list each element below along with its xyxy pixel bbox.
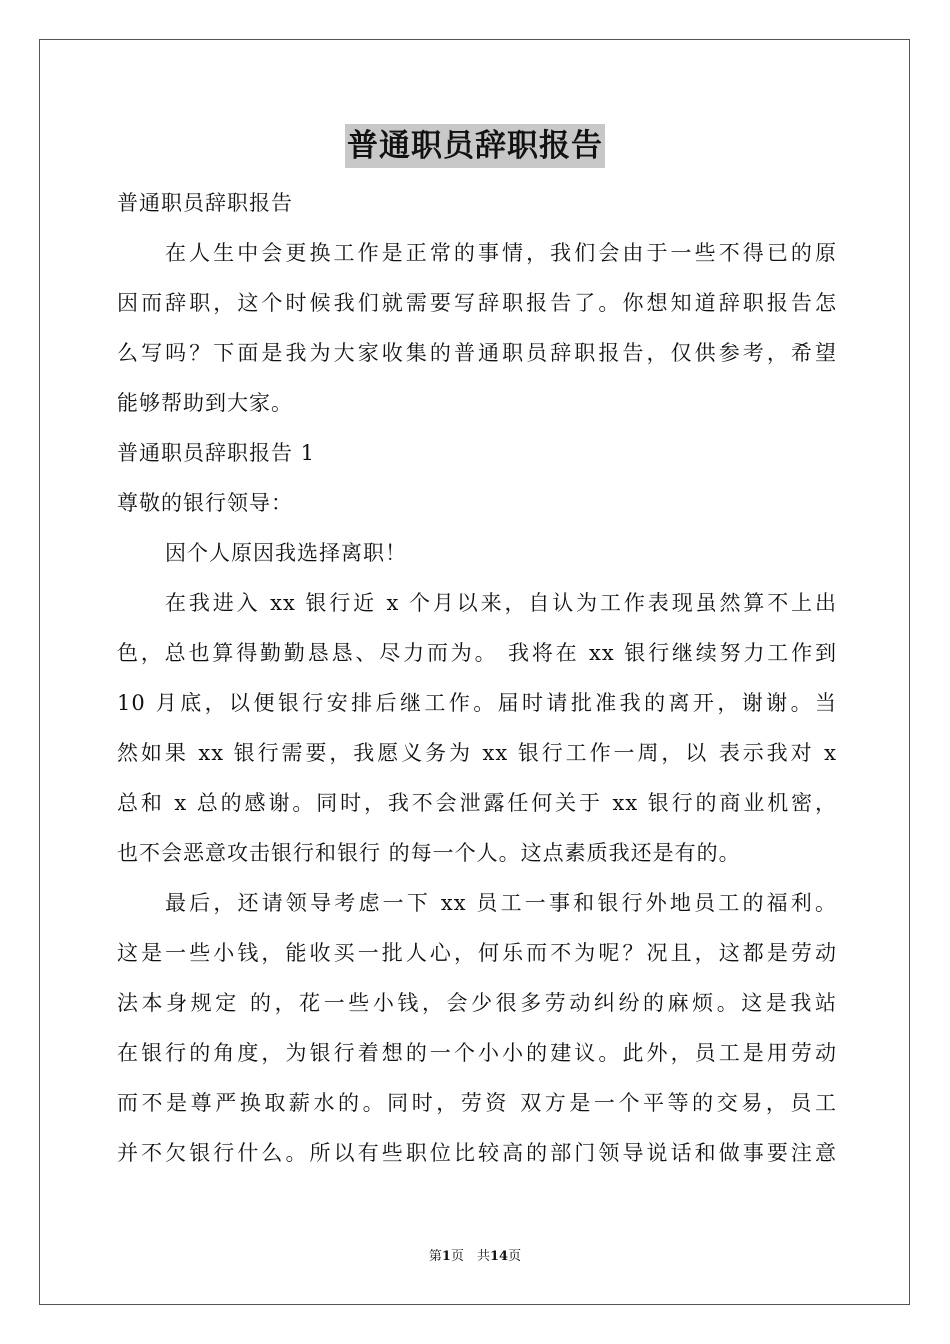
body-line: 然如果 xx 银行需要，我愿义务为 xx 银行工作一周，以 表示我对 x <box>117 741 837 765</box>
document-title: 普通职员辞职报告 <box>345 124 605 168</box>
intro-line: 在人生中会更换工作是正常的事情，我们会由于一些不得已的原 <box>165 241 837 265</box>
body-line: 因个人原因我选择离职！ <box>165 541 407 565</box>
intro-line: 能够帮助到大家。 <box>117 391 293 415</box>
intro-line: 么写吗？下面是我为大家收集的普通职员辞职报告，仅供参考，希望 <box>117 341 837 365</box>
title-container <box>0 124 950 168</box>
body-line: 总和 x 总的感谢。同时，我不会泄露任何关于 xx 银行的商业机密， <box>117 791 837 815</box>
document-body <box>117 178 837 1178</box>
footer-mid: 页 共 <box>450 1249 490 1264</box>
body-line: 而不是尊严换取薪水的。同时，劳资 双方是一个平等的交易，员工 <box>117 1091 837 1115</box>
body-line: 色，总也算得勤勤恳恳、尽力而为。 我将在 xx 银行继续努力工作到 <box>117 641 837 665</box>
body-line: 这是一些小钱，能收买一批人心，何乐而不为呢？况且，这都是劳动 <box>117 941 837 965</box>
footer-current-page: 1 <box>441 1249 451 1264</box>
salutation: 尊敬的银行领导： <box>117 491 293 515</box>
body-line: 也不会恶意攻击银行和银行 的每一个人。这点素质我还是有的。 <box>117 841 741 865</box>
page-footer <box>0 1248 950 1266</box>
footer-suffix: 页 <box>508 1249 522 1264</box>
body-line: 10 月底，以便银行安排后继工作。届时请批准我的离开，谢谢。当 <box>117 691 837 715</box>
subtitle-line: 普通职员辞职报告 <box>117 191 293 215</box>
body-line: 最后，还请领导考虑一下 xx 员工一事和银行外地员工的福利。 <box>165 891 837 915</box>
body-line: 在银行的角度，为银行着想的一个小小的建议。此外，员工是用劳动 <box>117 1041 837 1065</box>
body-line: 法本身规定 的，花一些小钱，会少很多劳动纠纷的麻烦。这是我站 <box>117 991 837 1015</box>
footer-prefix: 第 <box>428 1249 442 1264</box>
intro-line: 因而辞职，这个时候我们就需要写辞职报告了。你想知道辞职报告怎 <box>117 291 837 315</box>
section-heading: 普通职员辞职报告 1 <box>117 441 316 465</box>
footer-total-pages: 14 <box>489 1249 509 1264</box>
body-line: 在我进入 xx 银行近 x 个月以来，自认为工作表现虽然算不上出 <box>165 591 837 615</box>
body-line: 并不欠银行什么。所以有些职位比较高的部门领导说话和做事要注意 <box>117 1141 837 1165</box>
